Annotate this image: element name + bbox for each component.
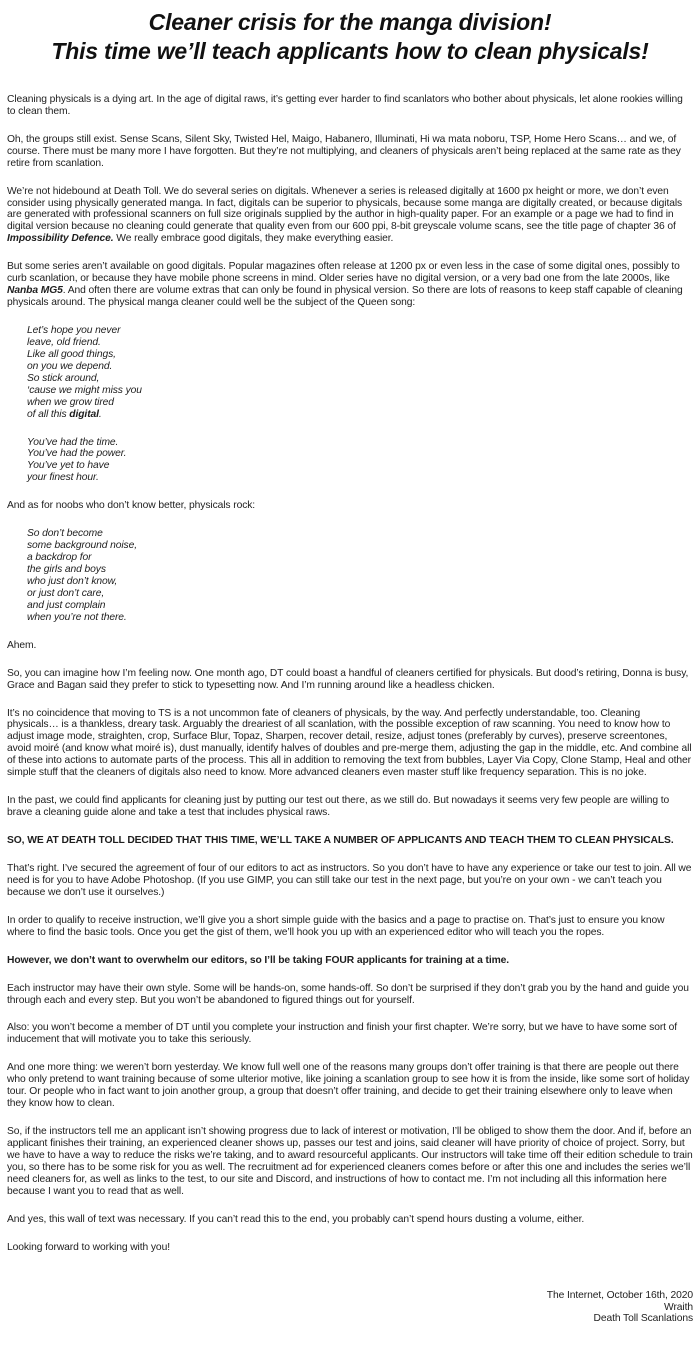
page-title <box>7 8 693 67</box>
lyric-line: your finest hour. <box>27 472 99 484</box>
lyric-line: a backdrop for <box>27 552 92 564</box>
paragraph-instructor-style: Each instructor may have their own style. Some will be hands-on, some hands-off. So don’t be surprised if they don’t grab you by the hand and guide you through each and every step. But you won’t be abandoned to figured things out for yourself. <box>7 982 689 1006</box>
lyric-line: So don’t become <box>27 528 103 540</box>
signature-group: Death Toll Scanlations <box>593 1313 693 1325</box>
paragraph-looking-forward: Looking forward to working with you! <box>7 1241 170 1253</box>
paragraph-membership: Also: you won’t become a member of DT until you complete your instruction and finish your first chapter. We’re sorry, but we have to have some sort of inducement that will motivate you to take this seriously. <box>7 1022 678 1046</box>
paragraph-bad-digitals-text: But some series aren’t available on good digitals. Popular magazines often release at 1200 px or even less in the case of some digital ones, possibly to curb scanlation, or because they have mobile phone screens in mind. Older series have no digital version, or a very bad one from the late 2000s, like <box>7 261 680 285</box>
page-title-line-2: This time we’ll teach applicants how to clean physicals! <box>51 38 649 65</box>
lyric-line: You’ve yet to have <box>27 460 110 472</box>
song-stanza-2 <box>27 437 693 485</box>
paragraph-not-hidebound-text: We’re not hidebound at Death Toll. We do several series on digitals. Whenever a series is released digitally at 1600 px height or more, we don’t even consider using physically generated manga. In fact, digitals can be superior to physicals, because some manga are digitally created, or because digitals are generated with professional scanners on full size originals supplied by the author in high-quality paper. For an example or a page we had to find in digital version because no cleaning could generate that quality even from our 600 ppi, 8-bit greyscale volume scans, see the title page of chapter 36 of <box>7 185 683 233</box>
paragraph-thats-right: That’s right. I’ve secured the agreement of four of our editors to act as instructors. So you don’t have to have any experience or take our test to join. All we need is for you to have Adobe Photoshop. (If you use GIMP, you can still take our test in the next page, but you’re on your own - we can’t teach you because we don’t use it ourselves.) <box>7 862 692 898</box>
series-title-impossibility-defence: Impossibility Defence. <box>7 233 114 245</box>
song-stanza-1 <box>27 325 693 421</box>
lyric-line: You’ve had the time. <box>27 436 119 448</box>
lyric-line: and just complain <box>27 599 106 611</box>
lyric-line: who just don’t know, <box>27 575 118 587</box>
paragraph-bad-digitals <box>7 261 693 309</box>
lyric-line: when we grow tired <box>27 396 114 408</box>
signature-block <box>7 1290 693 1326</box>
lyric-line: So stick around, <box>27 372 100 384</box>
paragraph-noobs-intro: And as for noobs who don’t know better, physicals rock: <box>7 500 256 512</box>
paragraph-qualify: In order to qualify to receive instruction, we’ll give you a short simple guide with the basics and a page to practise on. That’s just to ensure you know where to find the basic tools. Once you get the gist of them, we’ll hook you up with an experienced editor who will teach you the ropes. <box>7 914 665 938</box>
lyric-line-emphasized <box>27 409 693 421</box>
song-stanza-3 <box>27 528 693 624</box>
lyric-line-text-after: . <box>98 408 102 420</box>
paragraph-no-coincidence: It’s no coincidence that moving to TS is a not uncommon fate of cleaners of physicals, by the way. And perfectly understandable, too. Cleaning physicals… is a thankless, dreary task. Arguably the dreariest of all scanlation, with the possible exception of raw scanning. You need to know how to adjust image mode, straighten, crop, Surface Blur, Topaz, Sharpen, recover detail, resize, adjust tones (preferably by curves), preserve screentones, avoid moiré (and know what moiré is), dust manually, identify halves of doubles and pre-merge them, adjusting the gap in the middle, etc. And combine all of these into actions to automate parts of the process. This all in addition to removing the text from bubbles, Layer Via Copy, Clone Stamp, Heal and other simple stuff that the cleaners of digitals also need to know. More advanced cleaners even master stuff like frequency separation. This is no joke. <box>7 707 692 779</box>
lyric-line: the girls and boys <box>27 564 106 575</box>
paragraph-wall-of-text: And yes, this wall of text was necessary. If you can’t read this to the end, you probably can’t spend hours dusting a volume, either. <box>7 1213 585 1225</box>
paragraph-ulterior-motives: And one more thing: we weren’t born yesterday. We know full well one of the reasons many groups don’t offer training is that there are people out there who only pretend to want training because of some ulterior motive, like joining a scanlation group to see how it is from the inside, like some sort of holiday tour. Or people who in fact want to join another group, a group that doesn’t offer training, and decide to get their training elsewhere only to leave when they know how to clean. <box>7 1062 690 1110</box>
paragraph-bad-digitals-text-after: . And often there are volume extras that can only be found in physical version. So there are lots of reasons to keep staff capable of cleaning physicals around. The physical manga cleaner could well be the subject of the Queen song: <box>7 285 683 309</box>
lyric-line: on you we depend. <box>27 360 113 372</box>
paragraph-show-the-door: So, if the instructors tell me an applicant isn’t showing progress due to lack of interest or motivation, I’ll be obliged to show them the door. And if, before an applicant finishes their training, an experienced cleaner shows up, passes our test and joins, said cleaner will have priority of choice of project. Sorry, but we have to have a way to reduce the risks we’re taking, and to award resourceful applicants. Our instructors will take time off their edition schedule to train you, so there has to be some risk for you as well. The recruitment ad for experienced cleaners comes before or after this one and includes the series we’ll need cleaners for, as well as links to the test, to our site and Discord, and instructions of how to contact me. I’m not including all this information here because I want you to read that as well. <box>7 1126 693 1197</box>
paragraph-announcement: SO, WE AT DEATH TOLL DECIDED THAT THIS TIME, WE’LL TAKE A NUMBER OF APPLICANTS AND TEACH THEM TO CLEAN PHYSICALS. <box>7 835 674 846</box>
lyric-line: You’ve had the power. <box>27 448 127 460</box>
series-title-nanba-mg5: Nanba MG5 <box>7 285 63 297</box>
paragraph-ahem: Ahem. <box>7 639 37 651</box>
lyric-line: when you’re not there. <box>27 611 127 623</box>
paragraph-not-hidebound-text-after: We really embrace good digitals, they make everything easier. <box>113 233 394 245</box>
signature-author: Wraith <box>664 1301 693 1313</box>
paragraph-not-hidebound <box>7 186 693 246</box>
paragraph-in-the-past: In the past, we could find applicants for cleaning just by putting our test out there, as we still do. But nowadays it seems very few people are willing to brave a cleaning guide alone and take a test that includes physical raws. <box>7 795 670 819</box>
signature-place-date: The Internet, October 16th, 2020 <box>546 1289 693 1301</box>
lyric-line: some background noise, <box>27 540 137 552</box>
paragraph-groups-exist: Oh, the groups still exist. Sense Scans, Silent Sky, Twisted Hel, Maigo, Habanero, Illuminati, Hi wa mata noboru, TSP, Home Hero Scans… and we, of course. There must be many more I have forgotten. But they’re not multiplying, and cleaners of physicals aren’t being replaced at the same rate as they retire from scanlation. <box>7 133 681 169</box>
lyric-line: leave, old friend. <box>27 336 101 348</box>
page-title-line-1: Cleaner crisis for the manga division! <box>148 9 552 35</box>
lyric-line: Like all good things, <box>27 348 116 360</box>
lyric-emphasis-digital: digital <box>69 408 99 420</box>
paragraph-dying-art: Cleaning physicals is a dying art. In the age of digital raws, it’s getting ever harder to find scanlators who bother about physicals, let alone rookies willing to clean them. <box>7 93 683 117</box>
lyric-line: ‘cause we might miss you <box>27 384 142 396</box>
lyric-line: Let’s hope you never <box>27 325 121 336</box>
paragraph-feeling-now: So, you can imagine how I’m feeling now. One month ago, DT could boast a handful of cleaners certified for physicals. But dood’s retiring, Donna is busy, Grace and Bagan said they prefer to stick to typesetting now. And I’m running around like a headless chicken. <box>7 667 689 691</box>
paragraph-four-applicants: However, we don’t want to overwhelm our editors, so I’ll be taking FOUR applicants for training at a time. <box>7 954 510 966</box>
lyric-line-text: of all this <box>27 408 70 420</box>
lyric-line: or just don’t care, <box>27 587 105 599</box>
